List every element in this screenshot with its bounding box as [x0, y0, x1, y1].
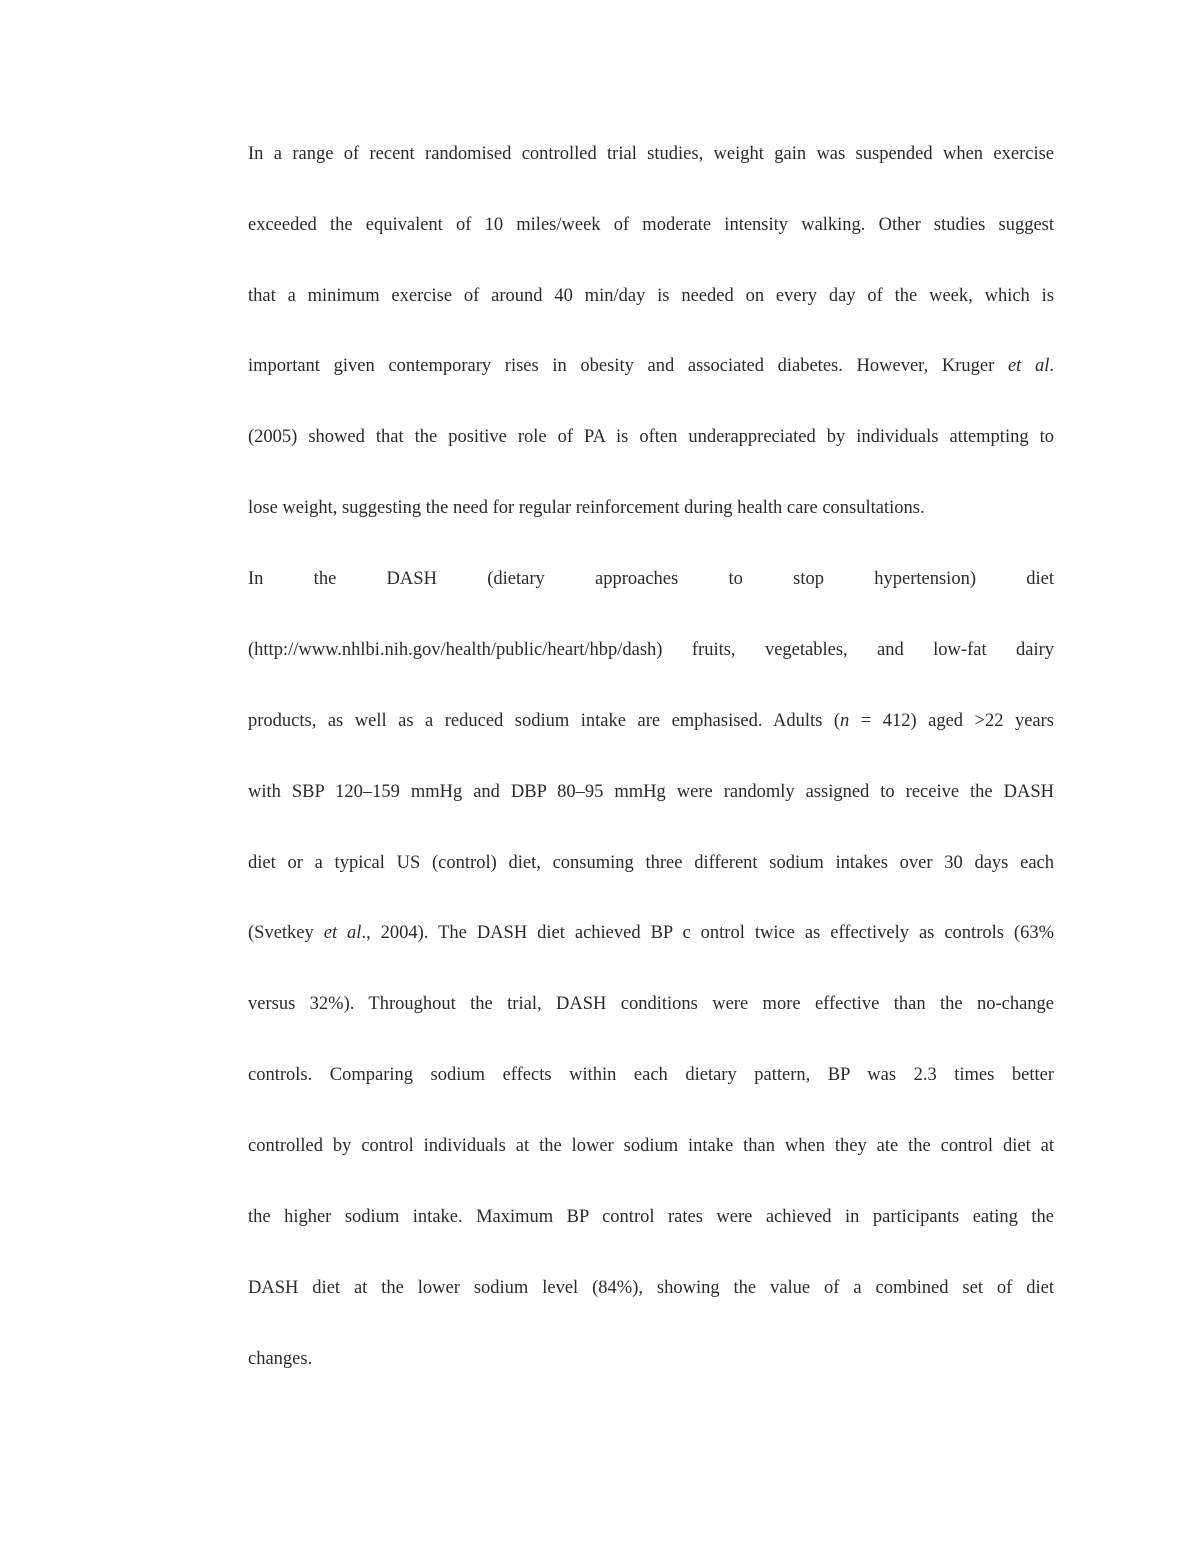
paragraph-1-line-4: [248, 353, 1054, 379]
paragraph-2-line-4: [248, 779, 1054, 805]
text-run: (2005) showed that the positive role of PA is often underappreciated by individuals attempting to: [248, 427, 1054, 447]
text-run: DASH diet at the lower sodium level (84%), showing the value of a combined set of diet: [248, 1278, 1054, 1298]
text-run: that a minimum exercise of around 40 min/day is needed on every day of the week, which is: [248, 286, 1054, 306]
paragraph-2-line-2: [248, 637, 1054, 663]
paragraph-1-line-5: [248, 424, 1054, 450]
paragraph-2-line-3: [248, 708, 1054, 734]
paragraph-1-line-1: [248, 141, 1054, 167]
paragraph-2-line-12: [248, 1346, 1054, 1372]
text-run: controls. Comparing sodium effects within each dietary pattern, BP was 2.3 times better: [248, 1065, 1054, 1085]
paragraph-1-line-3: [248, 283, 1054, 309]
paragraph-2-line-7: [248, 991, 1054, 1017]
text-run: (http://www.nhlbi.nih.gov/health/public/heart/hbp/dash) fruits, vegetables, and low-fat dairy: [248, 640, 1054, 660]
paragraph-2-line-5: [248, 850, 1054, 876]
text-run: with SBP 120–159 mmHg and DBP 80–95 mmHg were randomly assigned to receive the DASH: [248, 782, 1054, 802]
paragraph-2-line-8: [248, 1062, 1054, 1088]
text-run: exceeded the equivalent of 10 miles/week of moderate intensity walking. Other studies suggest: [248, 215, 1054, 235]
paragraph-2-line-6: [248, 920, 1054, 946]
text-run: diet or a typical US (control) diet, consuming three different sodium intakes over 30 days each: [248, 853, 1054, 873]
paragraph-2-line-9: [248, 1133, 1054, 1159]
text-run: = 412) aged >22 years: [849, 711, 1055, 731]
italic-text-run: n: [840, 711, 850, 731]
paragraph-2-line-1: [248, 566, 1054, 592]
paragraph-2-line-11: [248, 1275, 1054, 1301]
text-run: products, as well as a reduced sodium intake are emphasised. Adults (: [248, 711, 840, 731]
italic-text-run: et al: [323, 923, 362, 943]
text-run: In the DASH (dietary approaches to stop hypertension) diet: [248, 569, 1054, 589]
text-run: .: [1049, 356, 1054, 376]
text-run: (Svetkey: [248, 923, 324, 943]
paragraph-1-line-6: [248, 495, 1054, 521]
text-run: controlled by control individuals at the lower sodium intake than when they ate the control diet at: [248, 1136, 1054, 1156]
text-run: the higher sodium intake. Maximum BP control rates were achieved in participants eating the: [248, 1207, 1054, 1227]
paragraph-1-line-2: [248, 212, 1054, 238]
text-run: changes.: [248, 1349, 313, 1369]
text-run: versus 32%). Throughout the trial, DASH conditions were more effective than the no-change: [248, 994, 1054, 1014]
text-run: lose weight, suggesting the need for regular reinforcement during health care consultations.: [248, 498, 925, 518]
text-run: ., 2004). The DASH diet achieved BP c ontrol twice as effectively as controls (63%: [361, 923, 1054, 943]
text-run: In a range of recent randomised controlled trial studies, weight gain was suspended when exercise: [248, 144, 1054, 164]
text-run: important given contemporary rises in obesity and associated diabetes. However, Kruger: [248, 356, 1008, 376]
italic-text-run: et al: [1007, 356, 1050, 376]
paragraph-2-line-10: [248, 1204, 1054, 1230]
